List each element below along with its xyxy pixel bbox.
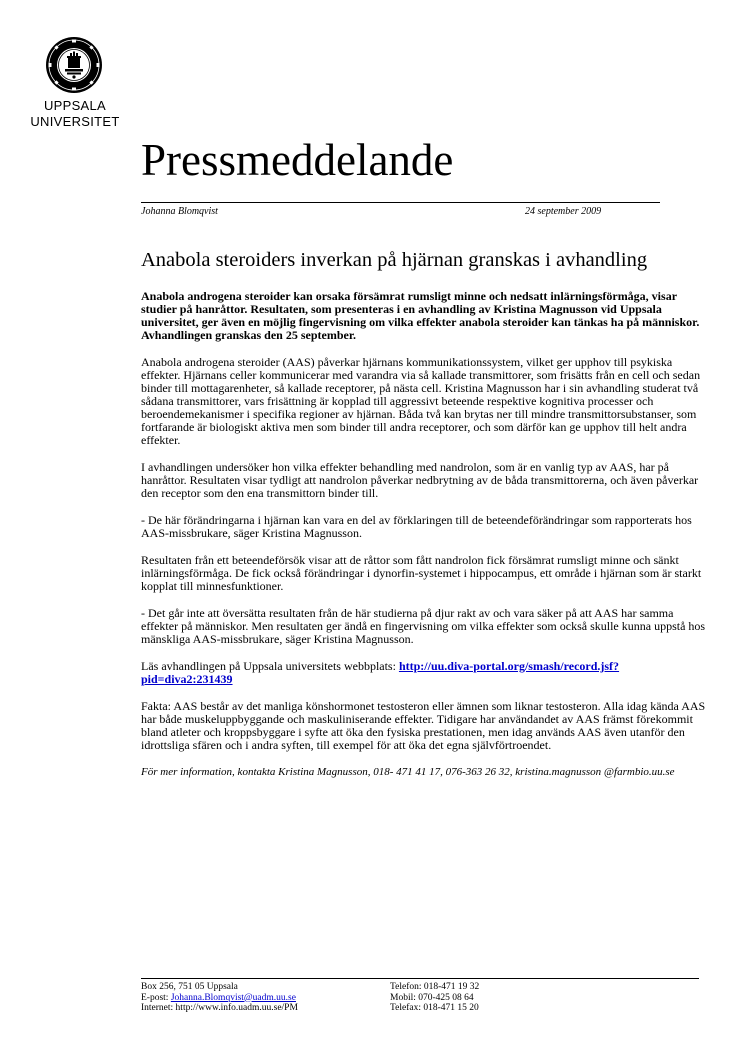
- thesis-link-intro: Läs avhandlingen på Uppsala universitets webbplats:: [141, 659, 399, 673]
- footer-email-label: E-post:: [141, 992, 171, 1003]
- university-seal-icon: [45, 36, 103, 94]
- thesis-link[interactable]: http://uu.diva-portal.org/smash/record.jsf?pid=diva2:231439: [141, 659, 620, 686]
- author-name: Johanna Blomqvist: [141, 206, 218, 217]
- quote-paragraph-2: - Det går inte att översätta resultaten från de här studierna på djur rakt av och vara säker på att AAS har samma effekter på människor. Men resultaten ger ändå en fingervisning om vilka effekter som också skulle kunna uppstå hos mänskliga AAS-missbrukare, säger Kristina Magnusson.: [141, 606, 706, 646]
- university-name: [0, 98, 150, 130]
- lead-paragraph: Anabola androgena steroider kan orsaka försämrat rumsligt minne och nedsatt inlärningsförmåga, visar studier på hanråttor. Resultaten, som presenteras i en avhandling av Kristina Magnusson vid Uppsala universitet, ger även en möjlig fingervisning om vilka effekter anabola steroider kan tänkas ha på människor. Avhandlingen granskas den 25 september.: [141, 289, 700, 342]
- university-name-line2: UNIVERSITET: [30, 114, 120, 129]
- body-paragraph-3: Resultaten från ett beteendeförsök visar att de råttor som fått nandrolon fick försämrat rumsligt minne och sänkt inlärningsförmåga. De fick också förändringar i dynorfin-systemet i hippocampus, ett område i hjärnan som är starkt kopplat till minnesfunktioner.: [141, 553, 702, 593]
- contact-info: För mer information, kontakta Kristina Magnusson, 018- 471 41 17, 076-363 26 32, kristina.magnusson @farmbio.uu.se: [141, 766, 675, 778]
- body-paragraph-1: Anabola androgena steroider (AAS) påverkar hjärnans kommunikationssystem, vilket ger upphov till psykiska effekter. Hjärnans celler kommunicerar med varandra via så kallade transmittorer, som frisätts från en cell och sedan binder till mottagarenheter, så kallade receptorer, på nästa cell. Kristina Magnusson har i sin avhandling studerat två sådana transmittorer, vars frisättning är kopplad till aggressivt beteende respektive kognitiva processer och beroendemekanismer i specifika regioner av hjärnan. Båda två kan brytas ner till mindre transmittorsubstanser, som fortfarande är biologiskt aktiva men som binder till andra receptorer, och som därför kan ge upphov till helt andra effekter.: [141, 355, 701, 447]
- header-divider: [141, 202, 660, 203]
- press-date: 24 september 2009: [525, 206, 602, 217]
- university-name-line1: UPPSALA: [43, 98, 107, 113]
- footer-internet: Internet: http://www.info.uadm.uu.se/PM: [141, 1003, 298, 1013]
- thesis-link-paragraph: [141, 660, 709, 686]
- facts-paragraph: Fakta: AAS består av det manliga könshormonet testosteron eller ämnen som liknar testosteron. Alla idag kända AAS har både muskeluppbyggande och maskuliniserande effekter. Tidigare har användandet av AAS främst förekommit bland atleter och kroppsbyggare i syfte att öka den fysiska prestationen, men idag används AAS även utanför den idrottsliga sfären och i andra syften, till exempel för att öka det egna självförtroendet.: [141, 699, 706, 752]
- quote-paragraph-1: - De här förändringarna i hjärnan kan vara en del av förklaringen till de beteendeförändringar som rapporterats hos AAS-missbrukare, säger Kristina Magnusson.: [141, 513, 692, 540]
- footer-mobile: Mobil: 070-425 08 64: [390, 992, 474, 1003]
- footer-email-line: [141, 993, 298, 1004]
- page-title: Pressmeddelande: [141, 135, 454, 185]
- footer-email-link[interactable]: Johanna.Blomqvist@uadm.uu.se: [170, 992, 296, 1003]
- article-body: [141, 290, 709, 793]
- body-paragraph-2: I avhandlingen undersöker hon vilka effekter behandling med nandrolon, som är en vanlig typ av AAS, har på hanråttor. Resultaten visar tydligt att nandrolon påverkar nedbrytning av de båda transmittorerna, och även påverkar den receptor som den ena transmittorn binder till.: [141, 460, 699, 500]
- footer-address: Box 256, 751 05 Uppsala: [141, 982, 238, 992]
- footer-phone-block: [390, 982, 479, 1014]
- footer-phone: Telefon: 018-471 19 32: [390, 982, 480, 992]
- article-headline: Anabola steroiders inverkan på hjärnan granskas i avhandling: [141, 249, 648, 271]
- footer-address-block: [141, 982, 298, 1014]
- footer-divider: [141, 978, 699, 979]
- footer-fax: Telefax: 018-471 15 20: [390, 1003, 479, 1013]
